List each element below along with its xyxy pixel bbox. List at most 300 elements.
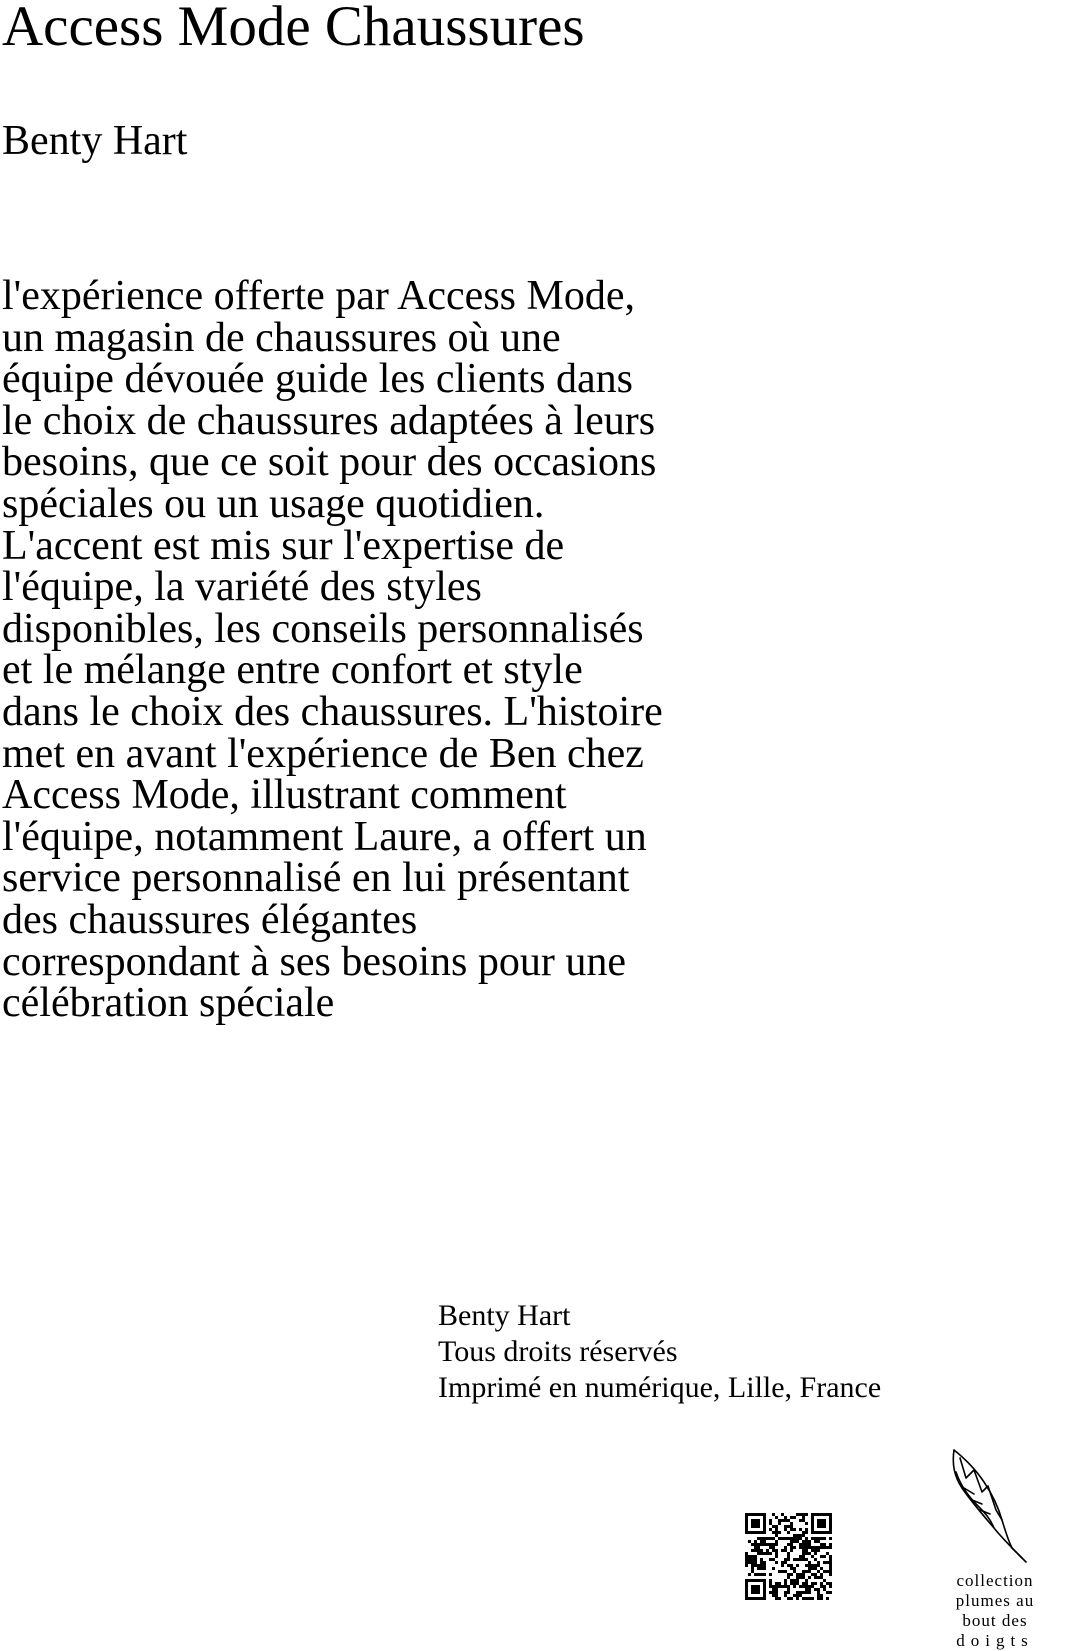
publisher-logo (940, 1448, 1050, 1650)
qr-module (811, 1546, 814, 1549)
qr-module (751, 1585, 754, 1588)
qr-module (754, 1561, 757, 1564)
qr-module (799, 1537, 802, 1540)
qr-module (820, 1519, 823, 1522)
qr-module (781, 1570, 784, 1573)
qr-module (751, 1519, 754, 1522)
qr-module (799, 1555, 802, 1558)
qr-module (829, 1519, 832, 1522)
qr-module (814, 1582, 817, 1585)
qr-module (751, 1522, 754, 1525)
qr-module (745, 1516, 748, 1519)
qr-module (760, 1549, 763, 1552)
qr-module (787, 1531, 790, 1534)
qr-module (814, 1513, 817, 1516)
qr-module (763, 1564, 766, 1567)
qr-module (757, 1591, 760, 1594)
qr-module (769, 1573, 772, 1576)
qr-module (784, 1516, 787, 1519)
qr-module (811, 1525, 814, 1528)
qr-module (814, 1564, 817, 1567)
qr-module (823, 1513, 826, 1516)
qr-module (802, 1531, 805, 1534)
qr-module (808, 1543, 811, 1546)
qr-module (793, 1582, 796, 1585)
qr-module (769, 1519, 772, 1522)
collection-name (940, 1571, 1050, 1651)
qr-module (772, 1594, 775, 1597)
qr-module (808, 1546, 811, 1549)
qr-module (757, 1522, 760, 1525)
qr-module (763, 1594, 766, 1597)
qr-module (751, 1579, 754, 1582)
qr-module (775, 1561, 778, 1564)
qr-module (823, 1537, 826, 1540)
qr-module (796, 1534, 799, 1537)
qr-module (787, 1525, 790, 1528)
qr-module (802, 1552, 805, 1555)
qr-module (775, 1516, 778, 1519)
qr-module (820, 1567, 823, 1570)
qr-module (817, 1513, 820, 1516)
qr-module (775, 1528, 778, 1531)
qr-module (760, 1597, 763, 1600)
qr-module (787, 1519, 790, 1522)
qr-module (799, 1543, 802, 1546)
qr-module (748, 1597, 751, 1600)
qr-module (778, 1597, 781, 1600)
qr-module (790, 1537, 793, 1540)
qr-module (823, 1522, 826, 1525)
qr-module (790, 1540, 793, 1543)
qr-module (745, 1555, 748, 1558)
qr-module (814, 1567, 817, 1570)
qr-module (748, 1573, 751, 1576)
qr-module (814, 1531, 817, 1534)
collection-line: collection (956, 1571, 1034, 1590)
qr-module (790, 1582, 793, 1585)
qr-module (808, 1588, 811, 1591)
qr-module (817, 1546, 820, 1549)
qr-module (778, 1522, 781, 1525)
qr-module (817, 1531, 820, 1534)
qr-module (769, 1585, 772, 1588)
qr-module (796, 1576, 799, 1579)
qr-module (820, 1582, 823, 1585)
qr-module (745, 1561, 748, 1564)
qr-module (793, 1567, 796, 1570)
qr-module (802, 1549, 805, 1552)
qr-module (823, 1525, 826, 1528)
qr-module (763, 1543, 766, 1546)
qr-module (802, 1543, 805, 1546)
qr-module (787, 1558, 790, 1561)
qr-module (760, 1558, 763, 1561)
qr-module (793, 1585, 796, 1588)
qr-module (784, 1537, 787, 1540)
qr-module (757, 1543, 760, 1546)
summary-line: équipe dévouée guide les clients dans (2, 356, 633, 403)
qr-module (811, 1537, 814, 1540)
qr-module (748, 1540, 751, 1543)
qr-module (772, 1558, 775, 1561)
qr-module (775, 1543, 778, 1546)
qr-module (814, 1576, 817, 1579)
qr-module (811, 1597, 814, 1600)
qr-module (793, 1570, 796, 1573)
qr-module (811, 1513, 814, 1516)
qr-module (799, 1576, 802, 1579)
qr-module (772, 1537, 775, 1540)
qr-module (802, 1540, 805, 1543)
qr-module (757, 1525, 760, 1528)
qr-module (805, 1558, 808, 1561)
qr-module (829, 1531, 832, 1534)
qr-module (823, 1561, 826, 1564)
qr-module (754, 1573, 757, 1576)
qr-code-icon (745, 1513, 832, 1600)
summary-line: un magasin de chaussures où une (2, 314, 561, 361)
qr-module (787, 1537, 790, 1540)
qr-module (760, 1552, 763, 1555)
qr-module (760, 1573, 763, 1576)
qr-module (787, 1591, 790, 1594)
qr-module (808, 1567, 811, 1570)
qr-module (751, 1555, 754, 1558)
qr-module (784, 1561, 787, 1564)
qr-module (802, 1519, 805, 1522)
qr-module (820, 1573, 823, 1576)
qr-module (781, 1519, 784, 1522)
qr-module (796, 1558, 799, 1561)
qr-module (745, 1597, 748, 1600)
qr-module (808, 1561, 811, 1564)
qr-module (763, 1591, 766, 1594)
qr-module (748, 1555, 751, 1558)
qr-module (802, 1573, 805, 1576)
qr-module (796, 1573, 799, 1576)
qr-module (787, 1564, 790, 1567)
colophon-author: Benty Hart (438, 1299, 571, 1332)
qr-module (745, 1579, 748, 1582)
qr-module (796, 1564, 799, 1567)
qr-module (775, 1588, 778, 1591)
qr-module (808, 1564, 811, 1567)
qr-module (781, 1564, 784, 1567)
colophon-rights: Tous droits réservés (438, 1335, 678, 1368)
qr-module (811, 1516, 814, 1519)
qr-module (760, 1537, 763, 1540)
qr-module (748, 1579, 751, 1582)
qr-module (820, 1522, 823, 1525)
qr-module (829, 1564, 832, 1567)
qr-module (817, 1519, 820, 1522)
qr-module (799, 1594, 802, 1597)
qr-module (757, 1546, 760, 1549)
qr-module (817, 1597, 820, 1600)
qr-module (763, 1513, 766, 1516)
qr-module (763, 1561, 766, 1564)
qr-module (811, 1522, 814, 1525)
qr-module (769, 1579, 772, 1582)
qr-module (757, 1549, 760, 1552)
qr-module (802, 1576, 805, 1579)
qr-module (751, 1570, 754, 1573)
qr-module (817, 1591, 820, 1594)
qr-module (775, 1531, 778, 1534)
qr-module (802, 1546, 805, 1549)
qr-module (757, 1531, 760, 1534)
qr-module (745, 1552, 748, 1555)
colophon (438, 1298, 881, 1406)
qr-module (802, 1591, 805, 1594)
qr-module (820, 1537, 823, 1540)
qr-module (805, 1579, 808, 1582)
qr-module (790, 1522, 793, 1525)
qr-module (802, 1555, 805, 1558)
summary-line: spéciales ou un usage quotidien. (2, 480, 545, 527)
qr-module (778, 1537, 781, 1540)
qr-module (754, 1540, 757, 1543)
qr-module (757, 1585, 760, 1588)
qr-module (796, 1582, 799, 1585)
qr-module (754, 1585, 757, 1588)
qr-module (811, 1528, 814, 1531)
qr-module (781, 1537, 784, 1540)
qr-module (784, 1579, 787, 1582)
qr-module (796, 1579, 799, 1582)
colophon-printed: Imprimé en numérique, Lille, France (438, 1371, 882, 1404)
summary-line: le choix de chaussures adaptées à leurs (2, 397, 656, 444)
summary-line: l'expérience offerte par Access Mode, (2, 273, 635, 319)
qr-module (805, 1549, 808, 1552)
qr-module (829, 1516, 832, 1519)
qr-module (763, 1537, 766, 1540)
qr-module (784, 1558, 787, 1561)
qr-module (814, 1549, 817, 1552)
qr-module (745, 1585, 748, 1588)
qr-module (805, 1528, 808, 1531)
qr-module (757, 1513, 760, 1516)
qr-module (793, 1540, 796, 1543)
qr-module (757, 1552, 760, 1555)
qr-module (760, 1561, 763, 1564)
qr-module (772, 1543, 775, 1546)
qr-module (775, 1591, 778, 1594)
qr-module (820, 1597, 823, 1600)
qr-module (772, 1525, 775, 1528)
qr-module (823, 1570, 826, 1573)
qr-module (802, 1516, 805, 1519)
qr-module (826, 1561, 829, 1564)
qr-module (805, 1531, 808, 1534)
qr-module (790, 1543, 793, 1546)
qr-module (775, 1582, 778, 1585)
qr-module (790, 1564, 793, 1567)
qr-module (751, 1591, 754, 1594)
qr-module (754, 1588, 757, 1591)
qr-module (829, 1555, 832, 1558)
qr-module (817, 1540, 820, 1543)
summary-line: correspondant à ses besoins pour une (2, 938, 627, 985)
qr-module (817, 1588, 820, 1591)
qr-module (784, 1525, 787, 1528)
qr-module (820, 1546, 823, 1549)
qr-module (808, 1585, 811, 1588)
qr-module (826, 1582, 829, 1585)
qr-module (787, 1552, 790, 1555)
qr-module (802, 1534, 805, 1537)
qr-module (790, 1546, 793, 1549)
qr-module (760, 1564, 763, 1567)
qr-module (745, 1594, 748, 1597)
qr-module (826, 1597, 829, 1600)
qr-module (784, 1594, 787, 1597)
qr-module (793, 1579, 796, 1582)
qr-module (775, 1534, 778, 1537)
qr-module (796, 1537, 799, 1540)
qr-module (787, 1585, 790, 1588)
qr-module (820, 1513, 823, 1516)
qr-module (790, 1549, 793, 1552)
qr-module (766, 1549, 769, 1552)
qr-module (757, 1588, 760, 1591)
qr-module (829, 1513, 832, 1516)
qr-module (763, 1525, 766, 1528)
qr-module (772, 1549, 775, 1552)
qr-module (757, 1567, 760, 1570)
qr-module (811, 1582, 814, 1585)
qr-module (829, 1528, 832, 1531)
summary-line: dans le choix des chaussures. L'histoire (2, 688, 663, 735)
qr-module (793, 1558, 796, 1561)
qr-module (820, 1525, 823, 1528)
qr-module (784, 1585, 787, 1588)
book-title: Access Mode Chaussures (2, 0, 585, 58)
qr-module (787, 1543, 790, 1546)
qr-module (823, 1531, 826, 1534)
qr-module (802, 1513, 805, 1516)
qr-module (793, 1546, 796, 1549)
qr-module (814, 1558, 817, 1561)
summary-line: L'accent est mis sur l'expertise de (2, 522, 565, 569)
qr-module (754, 1597, 757, 1600)
qr-module (754, 1513, 757, 1516)
qr-module (826, 1531, 829, 1534)
qr-module (829, 1582, 832, 1585)
qr-module (808, 1576, 811, 1579)
qr-module (820, 1576, 823, 1579)
qr-module (757, 1579, 760, 1582)
qr-module (814, 1573, 817, 1576)
qr-module (769, 1552, 772, 1555)
qr-module (754, 1522, 757, 1525)
qr-module (826, 1591, 829, 1594)
qr-module (763, 1516, 766, 1519)
qr-module (787, 1576, 790, 1579)
qr-module (763, 1552, 766, 1555)
qr-module (778, 1585, 781, 1588)
qr-module (754, 1591, 757, 1594)
qr-module (763, 1585, 766, 1588)
qr-module (754, 1579, 757, 1582)
qr-module (811, 1519, 814, 1522)
qr-module (763, 1579, 766, 1582)
qr-module (817, 1594, 820, 1597)
qr-module (793, 1537, 796, 1540)
qr-module (790, 1597, 793, 1600)
qr-module (805, 1546, 808, 1549)
qr-module (775, 1594, 778, 1597)
qr-module (745, 1522, 748, 1525)
qr-module (808, 1570, 811, 1573)
qr-module (799, 1585, 802, 1588)
summary-line: disponibles, les conseils personnalisés (2, 605, 644, 652)
qr-module (751, 1549, 754, 1552)
qr-module (778, 1570, 781, 1573)
qr-module (805, 1591, 808, 1594)
qr-module (790, 1579, 793, 1582)
qr-module (799, 1513, 802, 1516)
qr-module (754, 1564, 757, 1567)
qr-module (757, 1537, 760, 1540)
qr-module (763, 1582, 766, 1585)
qr-module (829, 1525, 832, 1528)
qr-module (805, 1537, 808, 1540)
qr-module (805, 1597, 808, 1600)
qr-module (814, 1588, 817, 1591)
qr-module (781, 1561, 784, 1564)
qr-module (793, 1534, 796, 1537)
qr-module (802, 1570, 805, 1573)
book-summary (2, 273, 842, 1027)
qr-module (772, 1513, 775, 1516)
qr-module (763, 1573, 766, 1576)
qr-module (817, 1549, 820, 1552)
qr-module (826, 1552, 829, 1555)
qr-module (811, 1567, 814, 1570)
qr-module (745, 1531, 748, 1534)
qr-module (814, 1540, 817, 1543)
qr-module (748, 1513, 751, 1516)
qr-module (829, 1558, 832, 1561)
qr-module (793, 1594, 796, 1597)
qr-module (796, 1513, 799, 1516)
qr-module (784, 1546, 787, 1549)
qr-module (796, 1597, 799, 1600)
qr-module (790, 1525, 793, 1528)
qr-module (829, 1561, 832, 1564)
qr-module (784, 1549, 787, 1552)
qr-module (754, 1525, 757, 1528)
qr-module (781, 1549, 784, 1552)
qr-module (829, 1570, 832, 1573)
qr-module (745, 1564, 748, 1567)
qr-module (811, 1549, 814, 1552)
collection-line: plumes au (955, 1591, 1035, 1610)
qr-module (745, 1588, 748, 1591)
qr-module (823, 1588, 826, 1591)
summary-line: des chaussures élégantes (2, 896, 418, 943)
qr-module (751, 1531, 754, 1534)
qr-module (754, 1531, 757, 1534)
qr-module (796, 1540, 799, 1543)
qr-module (814, 1552, 817, 1555)
qr-module (781, 1513, 784, 1516)
qr-module (808, 1552, 811, 1555)
qr-module (751, 1513, 754, 1516)
qr-module (757, 1597, 760, 1600)
